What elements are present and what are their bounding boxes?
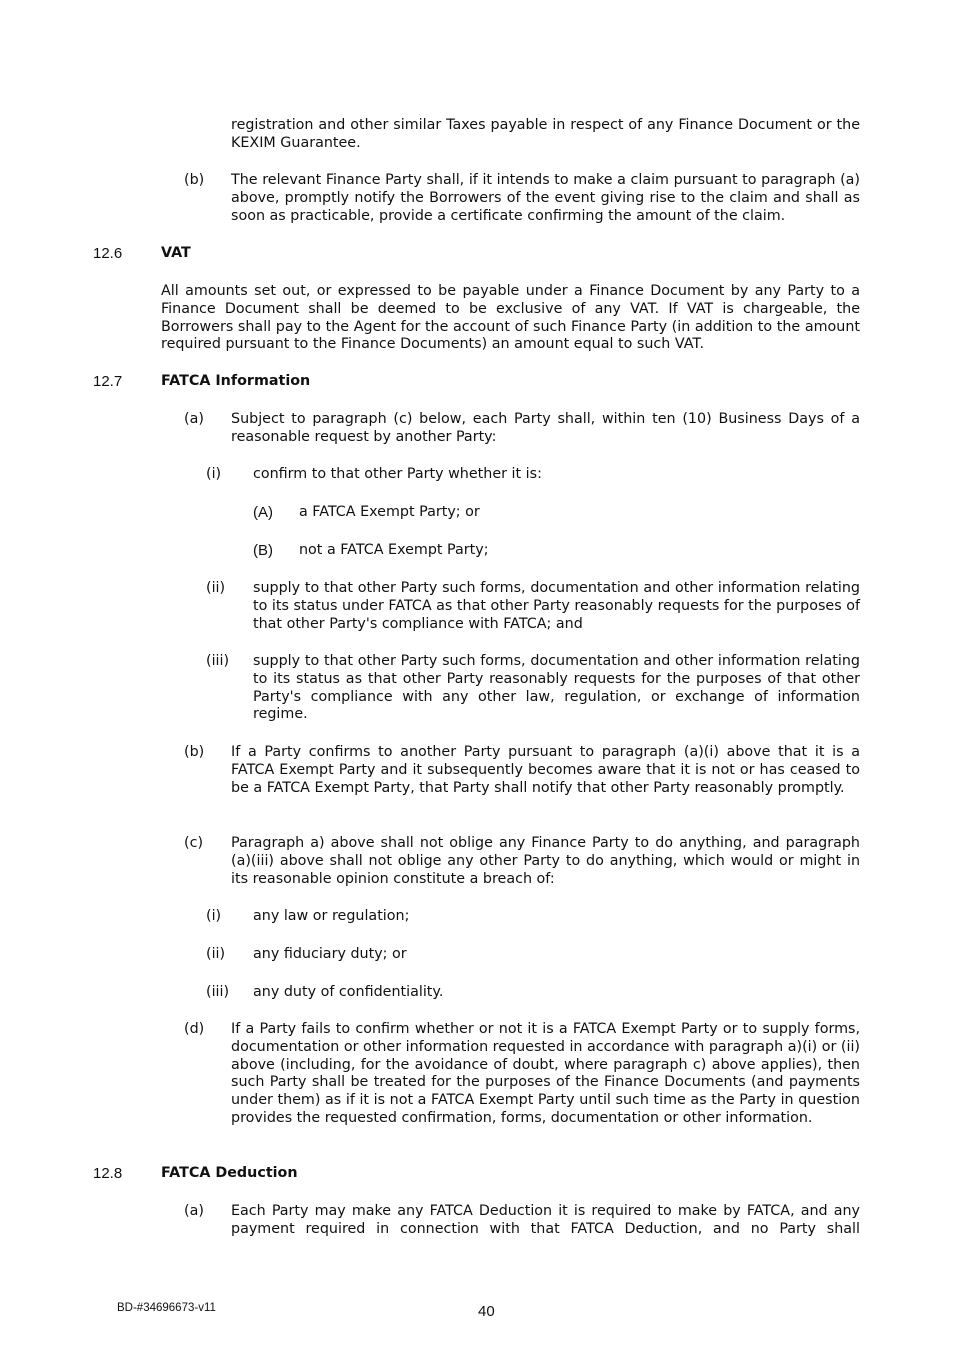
subclause-text-c-iii: any duty of confidentiality. [253,984,444,1000]
subclause-text-a-i: confirm to that other Party whether it is: [253,466,542,482]
item-label-A: (A) [253,504,273,521]
subclause-text-c-i: any law or regulation; [253,908,410,924]
clause-label-b: (b) [184,744,205,760]
clause-text-a: Each Party may make any FATCA Deduction it is required to make by FATCA, and any payment required in connection with that FATCA Deduction, and no Party shall [231,1203,860,1237]
section-title-vat: VAT [161,245,191,261]
subclause-label-a-ii: (ii) [206,580,226,596]
continuation-paragraph: registration and other similar Taxes payable in respect of any Finance Document or the KEXIM Guarantee. [231,117,860,151]
subclause-text-a-ii: supply to that other Party such forms, documentation and other information relating to its status under FATCA as that other Party reasonably requests for the purposes of that other Party's compliance with FATCA; and [253,580,860,632]
clause-text-b: If a Party confirms to another Party pursuant to paragraph (a)(i) above that it is a FATCA Exempt Party and it subsequently becomes aware that it is not or has ceased to be a FATCA Exempt Party, that Party shall notify that other Party reasonably promptly. [231,744,860,796]
subclause-text-c-ii: any fiduciary duty; or [253,946,407,962]
clause-text-d: If a Party fails to confirm whether or not it is a FATCA Exempt Party or to supply forms, documentation or other information requested in accordance with paragraph a)(i) or (ii) above (including, for the avoidance of doubt, where paragraph c) above applies), then such Party shall be treated for the purposes of the Finance Documents (and payments under them) as if it is not a FATCA Exempt Party until such time as the Party in question provides the requested confirmation, forms, documentation or other information. [231,1021,861,1126]
section-number-12-8: 12.8 [93,1165,123,1182]
clause-label-d: (d) [184,1021,205,1037]
clause-text-a: Subject to paragraph (c) below, each Party shall, within ten (10) Business Days of a reasonable request by another Party: [231,411,860,445]
item-label-B: (B) [253,542,273,559]
clause-label-c: (c) [184,835,204,851]
clause-text-c: Paragraph a) above shall not oblige any Finance Party to do anything, and paragraph (a)(iii) above shall not oblige any other Party to do anything, which would or might in its reasonable opinion constitute a breach of: [231,835,860,887]
clause-label-a: (a) [184,1203,204,1219]
item-text-A: a FATCA Exempt Party; or [299,504,480,520]
subclause-text-a-iii: supply to that other Party such forms, documentation and other information relating to its status as that other Party reasonably requests for the purposes of that other Party's compliance with any other law, regulation, or exchange of information regime. [253,653,860,723]
section-title-fatca-information: FATCA Information [161,373,311,389]
clause-label-b: (b) [184,172,205,188]
subclause-label-c-iii: (iii) [206,984,230,1000]
page-number: 40 [478,1303,495,1320]
vat-paragraph: All amounts set out, or expressed to be payable under a Finance Document by any Party to a Finance Document shall be deemed to be exclusive of any VAT. If VAT is chargeable, the Borrowers shall pay to the Agent for the account of such Finance Party (in addition to the amount required pursuant to the Finance Documents) an amount equal to such VAT. [161,283,860,353]
subclause-label-c-ii: (ii) [206,946,226,962]
section-title-fatca-deduction: FATCA Deduction [161,1165,298,1181]
document-reference: BD-#34696673-v11 [117,1302,216,1314]
section-number-12-6: 12.6 [93,245,123,262]
subclause-label-a-iii: (iii) [206,653,230,669]
section-number-12-7: 12.7 [93,373,123,390]
subclause-label-a-i: (i) [206,466,222,482]
item-text-B: not a FATCA Exempt Party; [299,542,489,558]
clause-label-a: (a) [184,411,204,427]
clause-text-b: The relevant Finance Party shall, if it intends to make a claim pursuant to paragraph (a) above, promptly notify the Borrowers of the event giving rise to the claim and shall as soon as practicable, provide a certificate confirming the amount of the claim. [231,172,860,224]
subclause-label-c-i: (i) [206,908,222,924]
